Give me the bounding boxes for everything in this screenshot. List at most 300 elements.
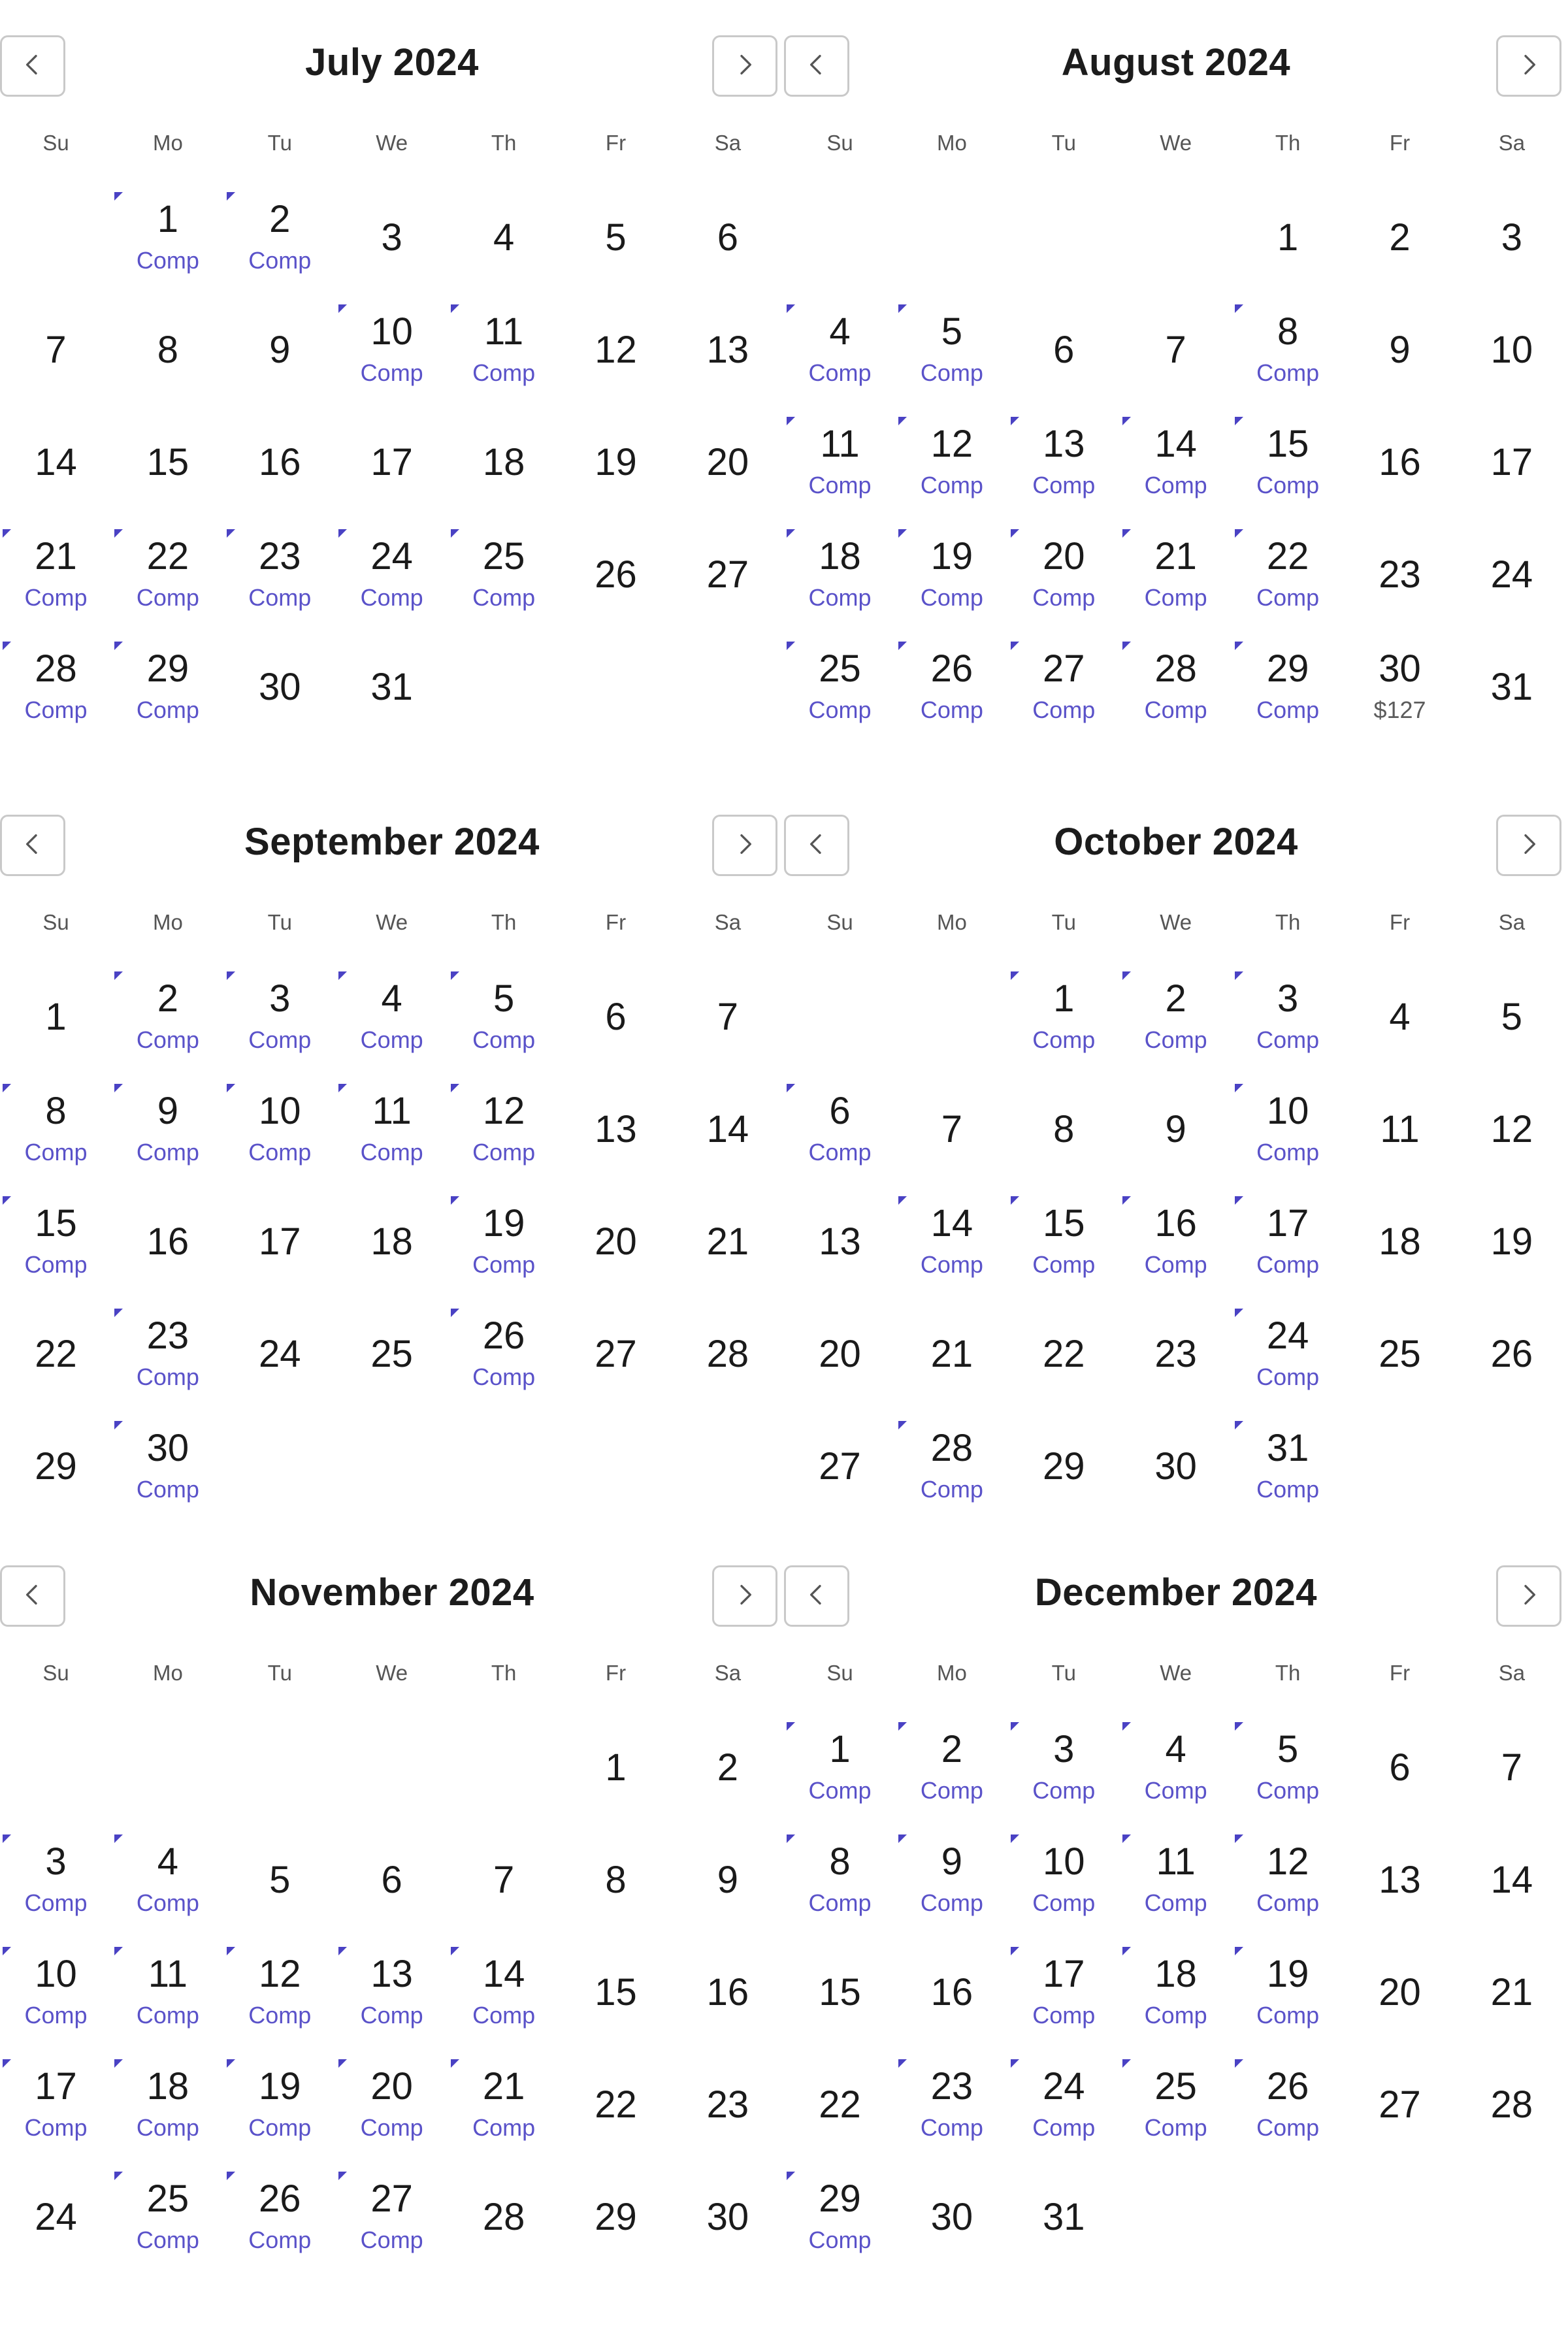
day-comp-label: Comp — [920, 1476, 983, 1503]
next-month-button[interactable] — [1496, 815, 1561, 876]
day-cell[interactable] — [1008, 1400, 1120, 1512]
day-cell[interactable] — [560, 1814, 672, 1926]
day-cell[interactable] — [448, 508, 560, 621]
day-cell[interactable] — [1344, 1926, 1456, 2038]
availability-corner-marker — [1235, 1947, 1243, 1955]
day-number: 9 — [941, 1840, 963, 1883]
day-cell[interactable] — [448, 396, 560, 508]
day-cell[interactable] — [672, 2151, 783, 2263]
day-cell[interactable] — [1120, 1063, 1232, 1175]
day-comp-label: Comp — [1256, 1363, 1320, 1390]
day-cell[interactable] — [784, 1701, 896, 1814]
day-cell[interactable] — [672, 1926, 783, 2038]
availability-corner-marker — [114, 971, 123, 980]
day-cell[interactable] — [112, 284, 223, 396]
day-cell[interactable] — [1456, 2038, 1567, 2151]
day-comp-label: Comp — [248, 2114, 312, 2141]
day-cell[interactable] — [112, 2038, 223, 2151]
day-cell[interactable] — [896, 396, 1007, 508]
day-cell[interactable] — [1120, 508, 1232, 621]
day-cell[interactable] — [1008, 2151, 1120, 2263]
day-cell[interactable] — [1344, 1701, 1456, 1814]
day-cell[interactable] — [672, 1701, 783, 1814]
day-cell[interactable] — [896, 1701, 1007, 1814]
availability-corner-marker — [1011, 1834, 1019, 1843]
day-cell[interactable] — [1008, 1288, 1120, 1400]
day-cell[interactable] — [336, 1063, 448, 1175]
day-cell[interactable] — [896, 1814, 1007, 1926]
day-comp-label: Comp — [472, 1251, 536, 1278]
day-cell[interactable] — [112, 396, 223, 508]
day-cell[interactable] — [672, 2038, 783, 2151]
calendar-header — [0, 0, 784, 98]
day-cell[interactable] — [0, 951, 112, 1063]
day-cell[interactable] — [1120, 1400, 1232, 1512]
day-cell[interactable] — [0, 1814, 112, 1926]
day-cell[interactable] — [1232, 1288, 1344, 1400]
weekday-label: Su — [42, 910, 69, 934]
day-cell[interactable] — [784, 1175, 896, 1288]
day-number: 19 — [595, 441, 637, 483]
day-comp-label: Comp — [1256, 2114, 1320, 2141]
day-cell[interactable] — [784, 396, 896, 508]
day-cell[interactable] — [1344, 621, 1456, 733]
day-cell[interactable] — [784, 1288, 896, 1400]
day-cell[interactable] — [1008, 1701, 1120, 1814]
day-number: 18 — [482, 441, 525, 483]
day-cell[interactable] — [1456, 396, 1567, 508]
day-cell[interactable] — [1232, 1063, 1344, 1175]
weekday-label: Fr — [605, 910, 627, 934]
day-number: 28 — [706, 1333, 749, 1375]
day-number: 17 — [1266, 1202, 1309, 1245]
day-cell[interactable] — [784, 2038, 896, 2151]
day-cell[interactable] — [448, 1814, 560, 1926]
day-cell[interactable] — [112, 951, 223, 1063]
day-cell[interactable] — [0, 396, 112, 508]
day-cell[interactable] — [896, 1400, 1007, 1512]
availability-corner-marker — [1122, 1947, 1131, 1955]
day-cell[interactable] — [1008, 1814, 1120, 1926]
day-cell[interactable] — [1344, 171, 1456, 284]
day-comp-label: Comp — [1032, 472, 1096, 498]
day-number: 7 — [941, 1108, 963, 1150]
day-comp-label: Comp — [248, 247, 312, 274]
day-cell[interactable] — [0, 2151, 112, 2263]
day-cell[interactable] — [1456, 171, 1567, 284]
day-cell[interactable] — [336, 2151, 448, 2263]
day-cell[interactable] — [224, 171, 336, 284]
day-cell[interactable] — [672, 396, 783, 508]
day-number: 20 — [819, 1333, 861, 1375]
day-cell[interactable] — [1232, 1175, 1344, 1288]
day-number: 18 — [146, 2065, 189, 2108]
day-cell[interactable] — [896, 284, 1007, 396]
day-number: 19 — [1490, 1220, 1533, 1263]
day-cell[interactable] — [0, 2038, 112, 2151]
month-title: August 2024 — [1061, 41, 1291, 84]
day-number: 12 — [259, 1953, 301, 1995]
day-number: 7 — [1165, 329, 1186, 371]
day-number: 1 — [157, 198, 179, 240]
day-number: 21 — [482, 2065, 525, 2108]
day-cell[interactable] — [112, 1288, 223, 1400]
day-cell[interactable] — [1120, 1288, 1232, 1400]
day-cell[interactable] — [0, 1288, 112, 1400]
day-cell[interactable] — [672, 1288, 783, 1400]
day-cell[interactable] — [896, 2038, 1007, 2151]
availability-corner-marker — [114, 1084, 123, 1092]
day-number: 25 — [819, 647, 861, 690]
day-comp-label: Comp — [1144, 696, 1207, 723]
day-cell[interactable] — [0, 284, 112, 396]
day-cell[interactable] — [1232, 508, 1344, 621]
day-number: 8 — [1277, 310, 1299, 353]
day-number: 27 — [706, 553, 749, 596]
day-cell[interactable] — [1456, 1701, 1567, 1814]
day-comp-label: Comp — [1144, 1777, 1207, 1804]
weekday-label: Sa — [714, 1661, 742, 1685]
day-cell[interactable] — [224, 284, 336, 396]
day-cell[interactable] — [1120, 396, 1232, 508]
day-cell[interactable] — [224, 1926, 336, 2038]
day-cell[interactable] — [672, 1063, 783, 1175]
day-comp-label: Comp — [136, 584, 199, 611]
day-number: 24 — [259, 1333, 301, 1375]
day-cell[interactable] — [448, 284, 560, 396]
next-month-button[interactable] — [712, 1565, 777, 1627]
day-comp-label: Comp — [1032, 1777, 1096, 1804]
day-number: 11 — [483, 310, 524, 353]
day-cell[interactable] — [896, 1926, 1007, 2038]
day-cell[interactable] — [1344, 2038, 1456, 2151]
day-cell[interactable] — [1456, 951, 1567, 1063]
availability-corner-marker — [898, 304, 907, 313]
day-number: 5 — [269, 1859, 291, 1901]
day-cell[interactable] — [112, 171, 223, 284]
day-cell[interactable] — [672, 508, 783, 621]
day-comp-label: Comp — [1256, 359, 1320, 386]
day-cell[interactable] — [336, 508, 448, 621]
day-cell[interactable] — [1232, 2038, 1344, 2151]
day-cell[interactable] — [112, 1400, 223, 1512]
day-cell[interactable] — [112, 1175, 223, 1288]
availability-corner-marker — [451, 1309, 459, 1317]
weekday-label: Th — [1275, 131, 1301, 155]
day-number: 4 — [829, 310, 851, 353]
day-cell[interactable] — [1456, 1814, 1567, 1926]
day-comp-label: Comp — [1256, 2002, 1320, 2029]
day-cell[interactable] — [1008, 1175, 1120, 1288]
day-number: 30 — [706, 2196, 749, 2238]
day-cell[interactable] — [1232, 1400, 1344, 1512]
day-cell[interactable] — [336, 171, 448, 284]
day-comp-label: Comp — [1144, 1889, 1207, 1916]
day-cell[interactable] — [1344, 1288, 1456, 1400]
day-cell[interactable] — [1008, 1063, 1120, 1175]
day-cell[interactable] — [1344, 284, 1456, 396]
day-cell[interactable] — [224, 396, 336, 508]
day-number: 4 — [1165, 1728, 1186, 1770]
day-cell[interactable] — [1008, 508, 1120, 621]
day-cell[interactable] — [336, 396, 448, 508]
day-cell[interactable] — [224, 621, 336, 733]
day-cell[interactable] — [784, 1063, 896, 1175]
day-cell[interactable] — [1344, 1063, 1456, 1175]
day-number: 4 — [157, 1840, 179, 1883]
day-cell[interactable] — [1344, 508, 1456, 621]
availability-corner-marker — [451, 1947, 459, 1955]
day-cell[interactable] — [336, 2038, 448, 2151]
day-cell[interactable] — [1008, 396, 1120, 508]
day-comp-label: Comp — [472, 2114, 536, 2141]
day-cell[interactable] — [560, 508, 672, 621]
availability-corner-marker — [114, 2172, 123, 2180]
day-cell[interactable] — [896, 1175, 1007, 1288]
day-cell[interactable] — [224, 1175, 336, 1288]
day-cell[interactable] — [112, 621, 223, 733]
day-cell[interactable] — [224, 2038, 336, 2151]
day-cell[interactable] — [560, 396, 672, 508]
day-number: 12 — [1490, 1108, 1533, 1150]
day-cell[interactable] — [1344, 951, 1456, 1063]
day-cell[interactable] — [224, 508, 336, 621]
day-cell[interactable] — [784, 1400, 896, 1512]
day-cell[interactable] — [560, 1926, 672, 2038]
weekday-label: Mo — [152, 910, 183, 934]
weekday-label: Su — [826, 131, 853, 155]
day-cell[interactable] — [1008, 951, 1120, 1063]
day-cell[interactable] — [112, 1063, 223, 1175]
day-cell[interactable] — [672, 284, 783, 396]
calendar-header — [784, 0, 1568, 98]
day-cell[interactable] — [224, 951, 336, 1063]
day-comp-label: Comp — [920, 472, 983, 498]
day-cell[interactable] — [336, 951, 448, 1063]
day-cell[interactable] — [1120, 621, 1232, 733]
day-cell[interactable] — [1120, 284, 1232, 396]
availability-corner-marker — [1235, 304, 1243, 313]
day-cell[interactable] — [1120, 1175, 1232, 1288]
day-cell[interactable] — [336, 1288, 448, 1400]
day-number: 16 — [1379, 441, 1421, 483]
day-cell[interactable] — [112, 1926, 223, 2038]
day-number: 21 — [706, 1220, 749, 1263]
day-comp-label: Comp — [1256, 696, 1320, 723]
day-number: 20 — [1043, 535, 1085, 578]
availability-corner-marker — [114, 2059, 123, 2068]
day-cell[interactable] — [224, 1814, 336, 1926]
day-cell[interactable] — [1120, 1701, 1232, 1814]
day-cell[interactable] — [784, 2151, 896, 2263]
day-comp-label: Comp — [472, 2002, 536, 2029]
day-cell[interactable] — [1456, 1288, 1567, 1400]
day-cell[interactable] — [1232, 1701, 1344, 1814]
day-comp-label: Comp — [1256, 584, 1320, 611]
day-cell[interactable] — [336, 1814, 448, 1926]
next-month-button[interactable] — [712, 815, 777, 876]
day-cell[interactable] — [784, 1926, 896, 2038]
day-cell[interactable] — [0, 1400, 112, 1512]
day-cell[interactable] — [1232, 951, 1344, 1063]
day-comp-label: Comp — [248, 1139, 312, 1166]
day-cell[interactable] — [1120, 951, 1232, 1063]
next-month-button[interactable] — [712, 35, 777, 97]
availability-corner-marker — [1235, 642, 1243, 650]
day-cell[interactable] — [112, 2151, 223, 2263]
day-cell[interactable] — [560, 2038, 672, 2151]
day-cell[interactable] — [336, 621, 448, 733]
day-cell[interactable] — [336, 284, 448, 396]
availability-corner-marker — [1235, 2059, 1243, 2068]
availability-corner-marker — [3, 1084, 11, 1092]
month-title: September 2024 — [244, 821, 540, 863]
day-number: 15 — [146, 441, 189, 483]
day-cell[interactable] — [0, 621, 112, 733]
day-cell[interactable] — [448, 1175, 560, 1288]
day-cell[interactable] — [560, 951, 672, 1063]
day-cell[interactable] — [0, 1063, 112, 1175]
day-cell[interactable] — [336, 1926, 448, 2038]
weekday-label: Tu — [267, 1661, 292, 1685]
day-number: 21 — [1154, 535, 1197, 578]
day-cell[interactable] — [672, 171, 783, 284]
day-comp-label: Comp — [920, 696, 983, 723]
day-cell[interactable] — [1456, 508, 1567, 621]
availability-corner-marker — [227, 192, 235, 201]
day-cell[interactable] — [448, 1288, 560, 1400]
day-cell[interactable] — [224, 2151, 336, 2263]
day-cell[interactable] — [784, 508, 896, 621]
day-comp-label: Comp — [136, 1139, 199, 1166]
day-cell[interactable] — [784, 1814, 896, 1926]
day-comp-label: Comp — [1144, 472, 1207, 498]
day-cell[interactable] — [1008, 2038, 1120, 2151]
day-cell[interactable] — [896, 1063, 1007, 1175]
day-cell[interactable] — [784, 621, 896, 733]
day-cell[interactable] — [1456, 1175, 1567, 1288]
day-cell[interactable] — [224, 1063, 336, 1175]
day-number: 23 — [1154, 1333, 1197, 1375]
day-comp-label: Comp — [248, 1026, 312, 1053]
day-cell[interactable] — [1120, 1814, 1232, 1926]
day-cell[interactable] — [1232, 171, 1344, 284]
next-month-button[interactable] — [1496, 35, 1561, 97]
weekday-label: Mo — [936, 1661, 967, 1685]
day-cell[interactable] — [560, 284, 672, 396]
day-cell[interactable] — [1232, 396, 1344, 508]
day-cell[interactable] — [1344, 1175, 1456, 1288]
day-cell[interactable] — [1120, 1926, 1232, 2038]
day-cell[interactable] — [224, 1288, 336, 1400]
availability-corner-marker — [114, 1309, 123, 1317]
day-number: 24 — [1266, 1314, 1309, 1357]
calendar-header — [0, 1530, 784, 1628]
day-number: 29 — [146, 647, 189, 690]
day-number: 5 — [941, 310, 963, 353]
availability-corner-marker — [1011, 971, 1019, 980]
day-comp-label: Comp — [1032, 584, 1096, 611]
day-number: 4 — [1389, 996, 1411, 1038]
availability-corner-marker — [1122, 2059, 1131, 2068]
day-cell[interactable] — [560, 1288, 672, 1400]
availability-corner-marker — [338, 971, 347, 980]
day-cell[interactable] — [0, 1926, 112, 2038]
day-number: 28 — [1490, 2083, 1533, 2126]
day-number: 30 — [1379, 647, 1421, 690]
availability-corner-marker — [1122, 971, 1131, 980]
day-cell[interactable] — [560, 1175, 672, 1288]
day-cell[interactable] — [1008, 284, 1120, 396]
day-cell[interactable] — [336, 1175, 448, 1288]
day-cell[interactable] — [784, 284, 896, 396]
day-cell[interactable] — [112, 1814, 223, 1926]
day-cell[interactable] — [1232, 1926, 1344, 2038]
day-number: 7 — [45, 329, 67, 371]
day-cell[interactable] — [896, 1288, 1007, 1400]
day-cell[interactable] — [672, 951, 783, 1063]
day-cell[interactable] — [112, 508, 223, 621]
day-cell[interactable] — [896, 508, 1007, 621]
day-cell[interactable] — [1232, 1814, 1344, 1926]
day-cell[interactable] — [448, 2151, 560, 2263]
day-cell[interactable] — [560, 1701, 672, 1814]
day-cell[interactable] — [1232, 284, 1344, 396]
day-cell[interactable] — [1456, 1926, 1567, 2038]
day-cell[interactable] — [560, 1063, 672, 1175]
day-cell[interactable] — [560, 171, 672, 284]
day-cell[interactable] — [1232, 621, 1344, 733]
day-number: 30 — [146, 1427, 189, 1469]
day-cell[interactable] — [1008, 621, 1120, 733]
day-cell[interactable] — [896, 621, 1007, 733]
day-cell[interactable] — [1120, 2038, 1232, 2151]
day-cell[interactable] — [672, 1175, 783, 1288]
day-cell[interactable] — [896, 2151, 1007, 2263]
day-number: 29 — [1043, 1445, 1085, 1488]
day-cell[interactable] — [672, 1814, 783, 1926]
availability-corner-marker — [787, 1084, 795, 1092]
day-cell[interactable] — [0, 508, 112, 621]
day-cell[interactable] — [448, 2038, 560, 2151]
day-cell[interactable] — [1456, 1063, 1567, 1175]
day-cell[interactable] — [448, 1063, 560, 1175]
day-cell[interactable] — [448, 951, 560, 1063]
day-number: 8 — [829, 1840, 851, 1883]
day-number: 31 — [1490, 666, 1533, 708]
day-number: 5 — [1501, 996, 1523, 1038]
day-cell[interactable] — [560, 2151, 672, 2263]
next-month-button[interactable] — [1496, 1565, 1561, 1627]
day-cell[interactable] — [448, 171, 560, 284]
availability-corner-marker — [1122, 417, 1131, 425]
day-cell[interactable] — [1344, 1814, 1456, 1926]
day-cell[interactable] — [1008, 1926, 1120, 2038]
day-cell[interactable] — [1344, 396, 1456, 508]
day-number: 22 — [146, 535, 189, 578]
weekday-label: Tu — [1051, 131, 1076, 155]
day-comp-label: Comp — [1144, 2114, 1207, 2141]
calendar-header — [784, 1530, 1568, 1628]
day-comp-label: Comp — [1256, 1777, 1320, 1804]
day-cell[interactable] — [1456, 621, 1567, 733]
weekday-label: We — [1160, 1661, 1192, 1685]
day-number: 28 — [1154, 647, 1197, 690]
day-cell[interactable] — [448, 1926, 560, 2038]
day-number: 26 — [930, 647, 973, 690]
day-cell[interactable] — [1456, 284, 1567, 396]
day-cell[interactable] — [0, 1175, 112, 1288]
